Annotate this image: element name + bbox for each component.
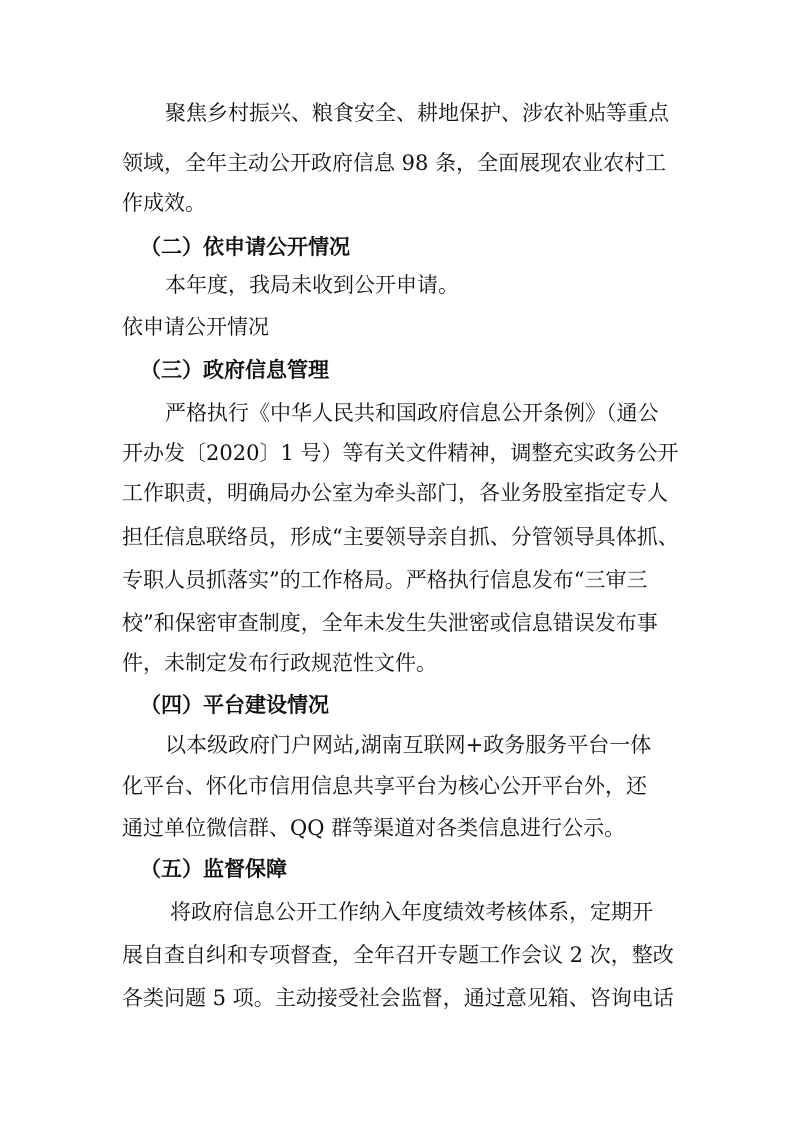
paragraph-line: 展自查自纠和专项督查，全年召开专题工作会议 2 次，整改 (122, 943, 674, 967)
paragraph-line: 作成效。 (122, 191, 206, 215)
paragraph-line: 件，未制定发布行政规范性文件。 (122, 651, 437, 675)
paragraph-line: 化平台、怀化市信用信息共享平台为核心公开平台外，还 (122, 774, 647, 798)
section-heading-2: （二）依申请公开情况 (140, 234, 350, 259)
paragraph-line: 担任信息联络员，形成“主要领导亲自抓、分管领导具体抓、 (122, 525, 679, 549)
paragraph-line: 专职人员抓落实”的工作格局。严格执行信息发布“三审三 (122, 568, 648, 592)
paragraph-line: 聚焦乡村振兴、粮食安全、耕地保护、涉农补贴等重点 (165, 101, 669, 125)
paragraph-line: 开办发〔2020〕1 号）等有关文件精神，调整充实政务公开 (122, 441, 679, 465)
paragraph-line: 校”和保密审查制度，全年未发生失泄密或信息错误发布事 (122, 611, 658, 635)
paragraph-line: 依申请公开情况 (122, 315, 269, 339)
paragraph-line: 将政府信息公开工作纳入年度绩效考核体系，定期开 (170, 900, 653, 924)
paragraph-line: 本年度，我局未收到公开申请。 (165, 273, 459, 297)
paragraph-line: 严格执行《中华人民共和国政府信息公开条例》（通公 (165, 401, 659, 425)
paragraph-line: 通过单位微信群、QQ 群等渠道对各类信息进行公示。 (122, 816, 626, 840)
paragraph-line: 领域，全年主动公开政府信息 98 条，全面展现农业农村工 (122, 151, 667, 175)
paragraph-line: 以本级政府门户网站,湖南互联网+政务服务平台一体 (165, 733, 652, 757)
paragraph-line: 各类问题 5 项。主动接受社会监督，通过意见箱、咨询电话 (122, 986, 674, 1010)
section-heading-5: （五）监督保障 (140, 856, 287, 881)
paragraph-line: 工作职责，明确局办公室为牵头部门，各业务股室指定专人 (122, 481, 668, 505)
section-heading-4: （四）平台建设情况 (140, 692, 329, 717)
section-heading-3: （三）政府信息管理 (140, 357, 329, 382)
